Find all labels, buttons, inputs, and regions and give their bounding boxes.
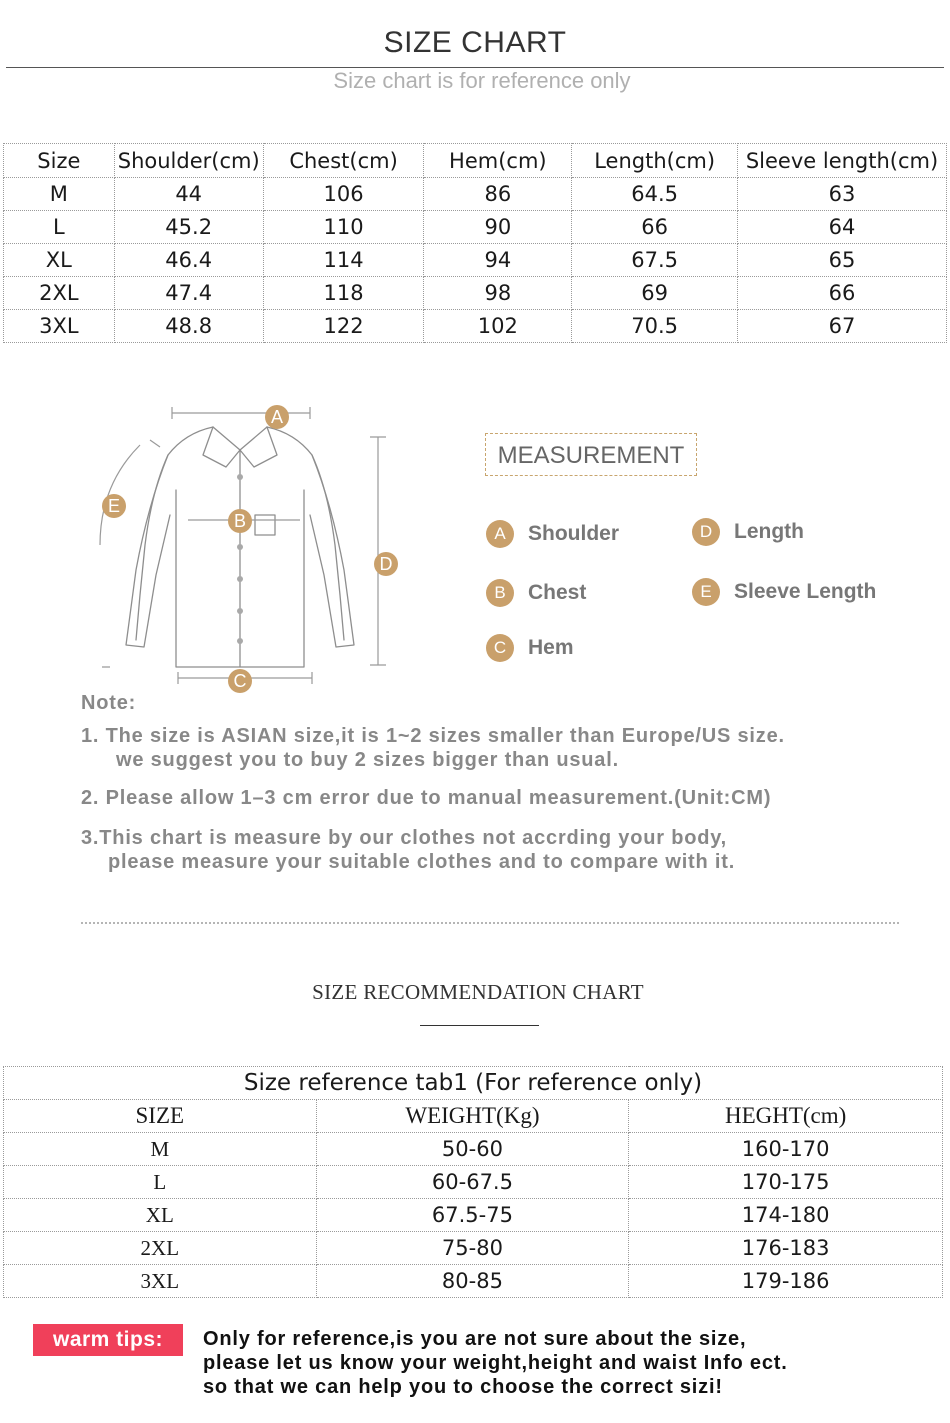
table-cell: 174-180	[629, 1199, 943, 1232]
table-row	[4, 1265, 943, 1298]
warm-tip-line-1: Only for reference,is you are not sure about the size,	[203, 1328, 747, 1350]
header-cell: Length(cm)	[572, 144, 738, 178]
table-cell: 86	[424, 178, 572, 211]
table-cell: 90	[424, 211, 572, 244]
jacket-measurement-diagram	[90, 395, 420, 705]
table-row	[4, 211, 947, 244]
table-cell: M	[4, 178, 115, 211]
badge-c-icon: C	[486, 634, 514, 662]
table-cell: 75-80	[316, 1232, 629, 1265]
measurement-guides	[100, 407, 386, 684]
table-cell: 3XL	[4, 1265, 317, 1298]
note-3-line-2: please measure your suitable clothes and to compare with it.	[108, 851, 736, 873]
table-cell: 114	[263, 244, 424, 277]
warm-tips-badge: warm tips:	[33, 1324, 183, 1356]
legend-item-sleeve-length	[692, 578, 876, 606]
table-cell: 94	[424, 244, 572, 277]
table-cell: 64.5	[572, 178, 738, 211]
legend-label: Hem	[528, 636, 574, 659]
header-cell: Hem(cm)	[424, 144, 572, 178]
legend-item-chest	[486, 579, 586, 607]
table-cell: XL	[4, 1199, 317, 1232]
table-cell: 44	[114, 178, 263, 211]
table-cell: 47.4	[114, 277, 263, 310]
section-divider	[81, 922, 899, 924]
table-row	[4, 1232, 943, 1265]
legend-item-shoulder	[486, 520, 619, 548]
header-cell: Chest(cm)	[263, 144, 424, 178]
table-cell: 110	[263, 211, 424, 244]
legend-label: Length	[734, 520, 804, 543]
table-caption-row	[4, 1067, 943, 1100]
table-cell: XL	[4, 244, 115, 277]
table-cell: 48.8	[114, 310, 263, 343]
badge-a-icon: A	[486, 520, 514, 548]
recommendation-title: SIZE RECOMMENDATION CHART	[312, 980, 644, 1004]
table-cell: L	[4, 211, 115, 244]
legend-item-hem	[486, 634, 574, 662]
table-cell: 64	[738, 211, 947, 244]
header-cell: Sleeve length(cm)	[738, 144, 947, 178]
table-row	[4, 277, 947, 310]
recommendation-underline	[420, 1025, 539, 1026]
measurement-heading: MEASUREMENT	[485, 433, 697, 476]
size-chart-table	[3, 143, 947, 343]
table-cell: 106	[263, 178, 424, 211]
table-cell: 67.5	[572, 244, 738, 277]
badge-e-icon: E	[692, 578, 720, 606]
svg-text:B: B	[233, 511, 247, 531]
note-3-line-1: 3.This chart is measure by our clothes not accrding your body,	[81, 827, 728, 849]
badge-c	[228, 669, 252, 693]
header-cell: SIZE	[4, 1100, 317, 1133]
page-subtitle: Size chart is for reference only	[333, 68, 631, 93]
svg-text:E: E	[107, 496, 121, 516]
table-cell: L	[4, 1166, 317, 1199]
table-caption: Size reference tab1 (For reference only)	[4, 1067, 943, 1100]
svg-text:A: A	[270, 407, 284, 427]
header-cell: WEIGHT(Kg)	[316, 1100, 629, 1133]
table-cell: 70.5	[572, 310, 738, 343]
page-title: SIZE CHART	[383, 26, 567, 59]
table-row	[4, 178, 947, 211]
header-cell: Size	[4, 144, 115, 178]
table-cell: 63	[738, 178, 947, 211]
table-cell: 45.2	[114, 211, 263, 244]
header-cell: Shoulder(cm)	[114, 144, 263, 178]
table-cell: 179-186	[629, 1265, 943, 1298]
table-cell: 160-170	[629, 1133, 943, 1166]
table-cell: 69	[572, 277, 738, 310]
badge-b	[228, 509, 252, 533]
table-cell: 98	[424, 277, 572, 310]
table-cell: 66	[738, 277, 947, 310]
note-2: 2. Please allow 1–3 cm error due to manual measurement.(Unit:CM)	[81, 787, 772, 809]
table-row	[4, 244, 947, 277]
table-cell: 66	[572, 211, 738, 244]
table-cell: 67	[738, 310, 947, 343]
badge-a	[265, 405, 289, 429]
table-row	[4, 1199, 943, 1232]
table-cell: 118	[263, 277, 424, 310]
table-cell: 50-60	[316, 1133, 629, 1166]
badge-e	[102, 494, 126, 518]
table-row	[4, 1133, 943, 1166]
table-cell: 67.5-75	[316, 1199, 629, 1232]
table-cell: 102	[424, 310, 572, 343]
badge-d-icon: D	[692, 518, 720, 546]
table-row	[4, 1166, 943, 1199]
table-cell: 176-183	[629, 1232, 943, 1265]
table-cell: 65	[738, 244, 947, 277]
table-cell: 122	[263, 310, 424, 343]
svg-text:C: C	[233, 671, 247, 691]
legend-label: Sleeve Length	[734, 580, 877, 603]
table-cell: M	[4, 1133, 317, 1166]
size-recommendation-table	[3, 1066, 943, 1298]
table-cell: 2XL	[4, 1232, 317, 1265]
note-1-line-1: 1. The size is ASIAN size,it is 1~2 sizes smaller than Europe/US size.	[81, 725, 785, 747]
table-header-row	[4, 1100, 943, 1133]
legend-label: Chest	[528, 581, 587, 604]
badge-d	[374, 552, 398, 576]
badge-b-icon: B	[486, 579, 514, 607]
table-header-row	[4, 144, 947, 178]
table-cell: 60-67.5	[316, 1166, 629, 1199]
table-row	[4, 310, 947, 343]
note-1-line-2: we suggest you to buy 2 sizes bigger than usual.	[116, 749, 619, 771]
table-cell: 80-85	[316, 1265, 629, 1298]
svg-text:D: D	[379, 554, 393, 574]
warm-tip-line-3: so that we can help you to choose the correct sizi!	[203, 1376, 723, 1398]
notes-heading: Note:	[81, 692, 137, 714]
warm-tip-line-2: please let us know your weight,height and waist Info ect.	[203, 1352, 788, 1374]
legend-item-length	[692, 518, 804, 546]
table-cell: 46.4	[114, 244, 263, 277]
table-cell: 2XL	[4, 277, 115, 310]
legend-label: Shoulder	[528, 522, 620, 545]
header-cell: HEGHT(cm)	[629, 1100, 943, 1133]
table-cell: 3XL	[4, 310, 115, 343]
table-cell: 170-175	[629, 1166, 943, 1199]
